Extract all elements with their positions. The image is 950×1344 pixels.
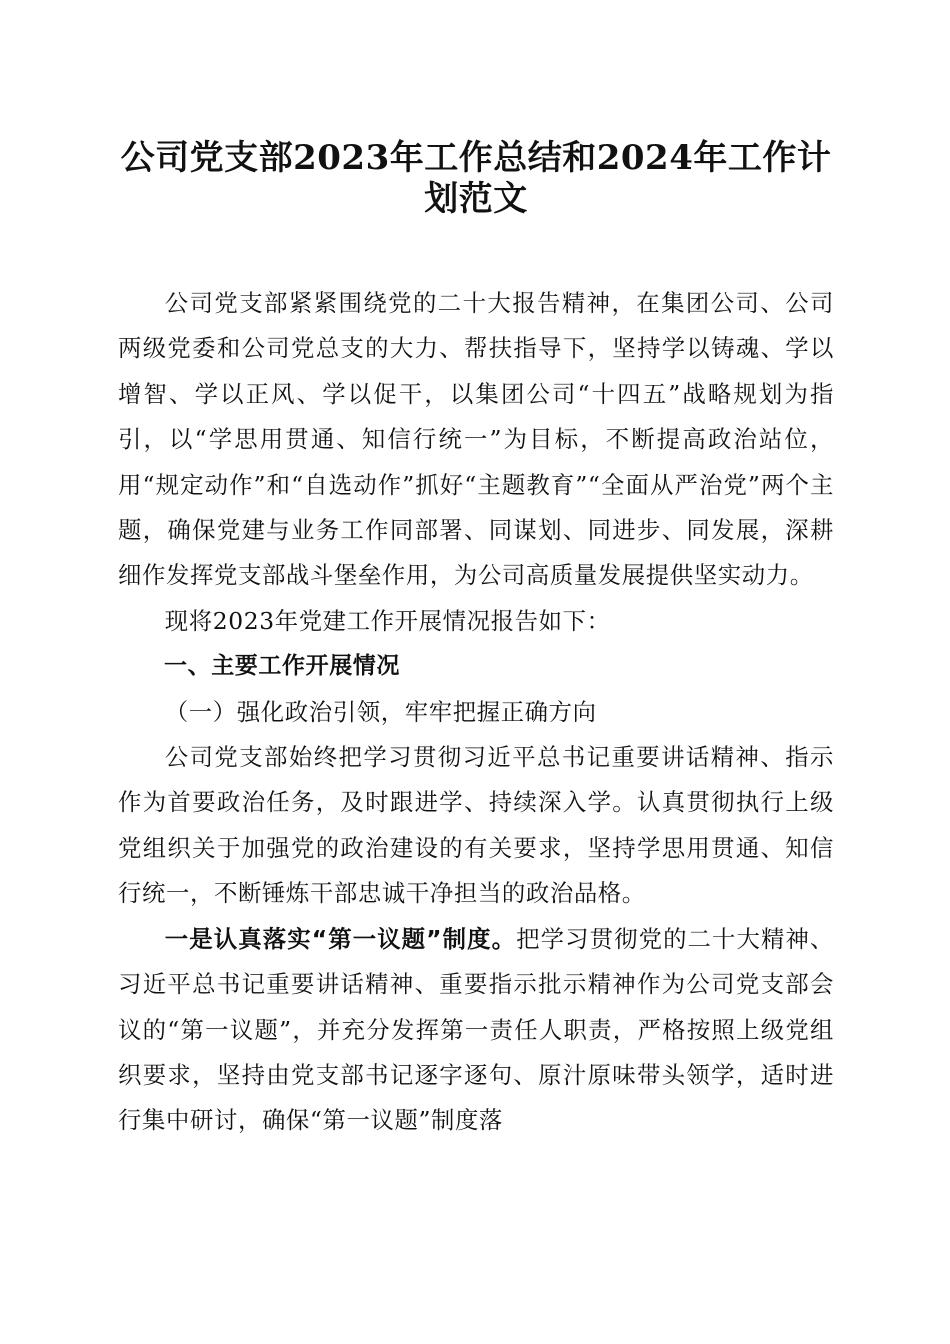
subsection-paragraph: 公司党支部始终把学习贯彻习近平总书记重要讲话精神、指示作为首要政治任务，及时跟进学、持续深入学。认真贯彻执行上级党组织关于加强党的政治建设的有关要求，坚持学思用贯通、知信行统一，不断锤炼干部忠诚干净担当的政治品格。 [118, 743, 834, 908]
document-page [118, 138, 834, 1144]
subsection-heading: （一）强化政治引领，牢牢把握正确方向 [164, 697, 597, 726]
document-title: 公司党支部2023年工作总结和2024年工作计划范文 [120, 138, 832, 219]
report-intro-paragraph: 现将2023年党建工作开展情况报告如下： [164, 606, 611, 635]
item-paragraph [118, 917, 834, 1144]
item-lead-text: 一是认真落实“第一议题”制度。 [164, 924, 517, 953]
section-heading: 一、主要工作开展情况 [164, 653, 400, 680]
intro-paragraph: 公司党支部紧紧围绕党的二十大报告精神，在集团公司、公司两级党委和公司党总支的大力、帮扶指导下，坚持学以铸魂、学以增智、学以正风、学以促干，以集团公司“十四五”战略规划为指引，以“学思用贯通、知信行统一”为目标，不断提高政治站位，用“规定动作”和“自选动作”抓好“主题教育”“全面从严治党”两个主题，确保党建与业务工作同部署、同谋划、同进步、同发展，深耕细作发挥党支部战斗堡垒作用，为公司高质量发展提供坚实动力。 [118, 289, 834, 590]
item-body-text: 把学习贯彻党的二十大精神、习近平总书记重要讲话精神、重要指示批示精神作为公司党支部会议的“第一议题”，并充分发挥第一责任人职责，严格按照上级党组织要求，坚持由党支部书记逐字逐句、原汁原味带头领学，适时进行集中研讨，确保“第一议题”制度落 [118, 924, 834, 1135]
